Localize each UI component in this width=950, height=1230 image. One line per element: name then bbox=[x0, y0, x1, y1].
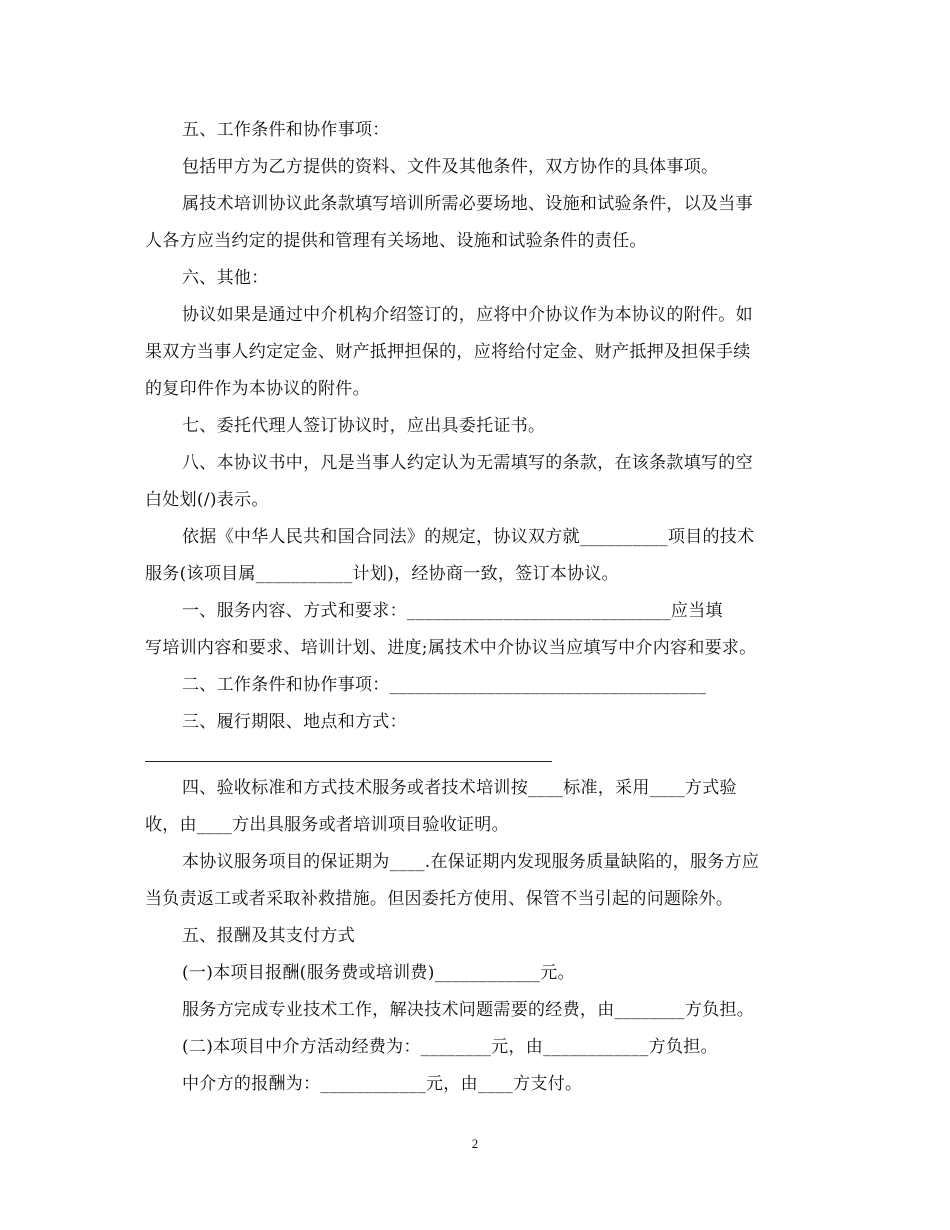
section-6-heading: 六、其他： bbox=[182, 268, 269, 288]
blank-fill-line bbox=[145, 761, 552, 762]
paragraph-line: 收，由____方出具服务或者培训项目验收证明。 bbox=[145, 815, 509, 835]
clause-5-heading: 五、报酬及其支付方式 bbox=[182, 926, 355, 946]
paragraph-line: 的复印件作为本协议的附件。 bbox=[145, 379, 370, 399]
paragraph-line: 本协议服务项目的保证期为____.在保证期内发现服务质量缺陷的，服务方应 bbox=[182, 852, 760, 872]
paragraph-line: 属技术培训协议此条款填写培训所需必要场地、设施和试验条件，以及当事 bbox=[182, 194, 753, 214]
paragraph-line: 服务方完成专业技术工作，解决技术问题需要的经费，由________方负担。 bbox=[182, 1000, 755, 1020]
paragraph-line: (一)本项目报酬(服务费或培训费)____________元。 bbox=[182, 963, 575, 983]
section-5-heading: 五、工作条件和协作事项： bbox=[182, 120, 390, 140]
clause-4-line: 四、验收标准和方式技术服务或者技术培训按____标准，采用____方式验 bbox=[182, 778, 737, 798]
paragraph-line: 包括甲方为乙方提供的资料、文件及其他条件，双方协作的具体事项。 bbox=[182, 157, 719, 177]
clause-1-line: 一、服务内容、方式和要求：______________________________应当填 bbox=[182, 601, 723, 621]
paragraph-line: 人各方应当约定的提供和管理有关场地、设施和试验条件的责任。 bbox=[145, 231, 647, 251]
paragraph-line: 白处划(/)表示。 bbox=[145, 490, 269, 510]
section-8-line: 八、本协议书中，凡是当事人约定认为无需填写的条款，在该条款填写的空 bbox=[182, 453, 753, 473]
paragraph-line: 果双方当事人约定定金、财产抵押担保的，应将给付定金、财产抵押及担保手续 bbox=[145, 342, 751, 362]
clause-2-line: 二、工作条件和协作事项：____________________________________ bbox=[182, 675, 707, 695]
paragraph-line: 协议如果是通过中介机构介绍签订的，应将中介协议作为本协议的附件。如 bbox=[182, 305, 753, 325]
paragraph-line: 当负责返工或者采取补救措施。但因委托方使用、保管不当引起的问题除外。 bbox=[145, 889, 734, 909]
paragraph-line: 中介方的报酬为：____________元，由____方支付。 bbox=[182, 1074, 583, 1094]
section-7-line: 七、委托代理人签订协议时，应出具委托证书。 bbox=[182, 416, 546, 436]
paragraph-line: 服务(该项目属___________计划)，经协商一致，签订本协议。 bbox=[145, 564, 619, 584]
paragraph-line: 依据《中华人民共和国合同法》的规定，协议双方就__________项目的技术 bbox=[182, 527, 755, 547]
page-number: 2 bbox=[471, 1136, 479, 1151]
clause-3-line: 三、履行期限、地点和方式： bbox=[182, 712, 407, 732]
paragraph-line: 写培训内容和要求、培训计划、进度;属技术中介协议当应填写中介内容和要求。 bbox=[145, 638, 757, 658]
paragraph-line: (二)本项目中介方活动经费为：________元，由____________方负担。 bbox=[182, 1037, 718, 1057]
